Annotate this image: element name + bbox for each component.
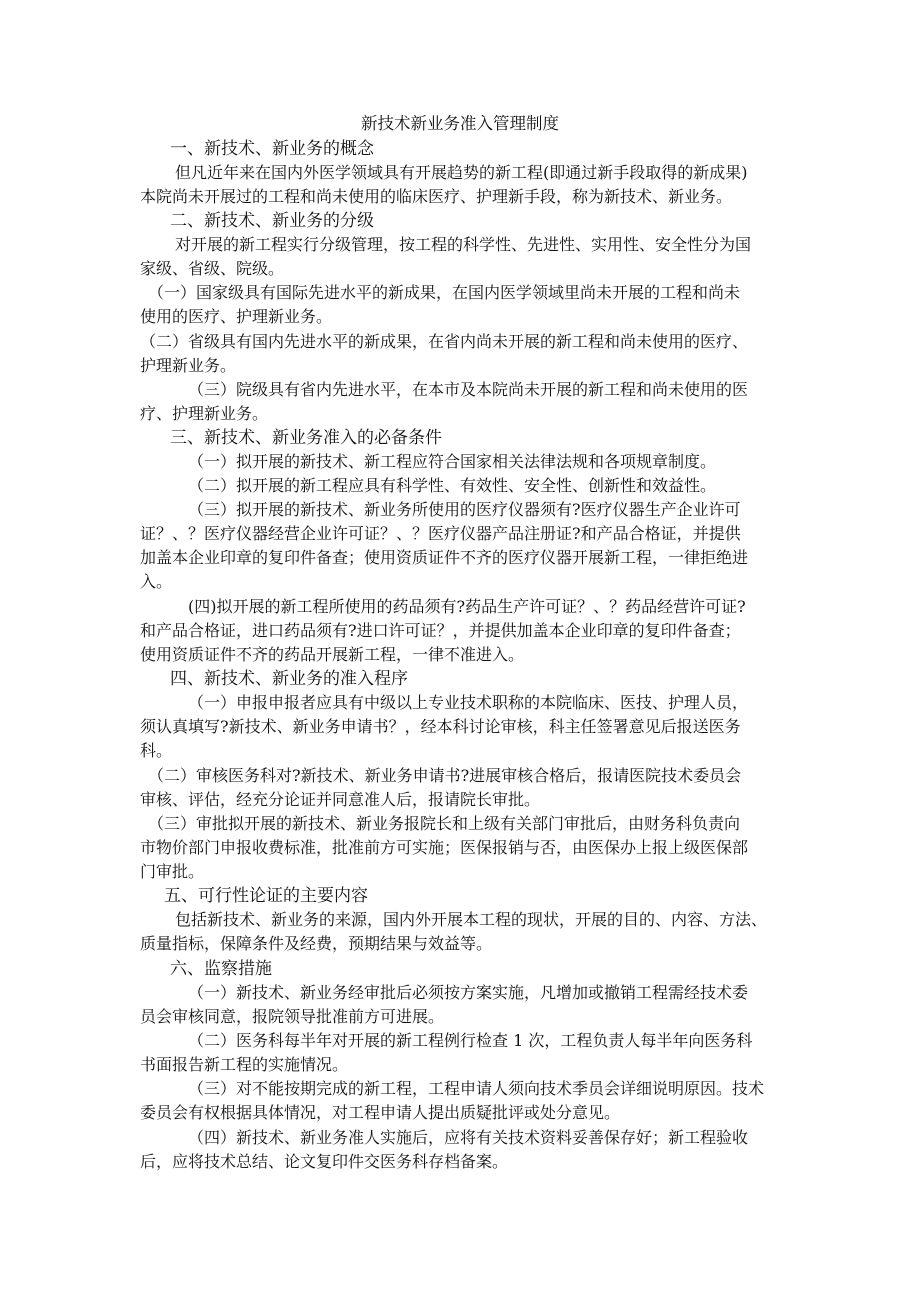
section-heading-6: 六、监察措施 [170,959,272,979]
paragraph-line: 包括新技术、新业务的来源，国内外开展本工程的现状，开展的目的、内容、方法、 [175,910,768,929]
paragraph-line: 但凡近年来在国内外医学领域具有开展趋势的新工程(即通过新手段取得的新成果) [175,163,748,182]
paragraph-line: （四）新技术、新业务准人实施后，应将有关技术资料妥善保存好；新工程验收 [188,1128,749,1147]
paragraph-line: 委员会有权根据具体情况，对工程申请人提出质疑批评或处分意见。 [140,1103,621,1122]
paragraph-line: 入。 [140,572,173,591]
paragraph-line: (四)拟开展的新工程所使用的药品须有?药品生产许可证？、？药品经营许可证? [188,597,746,616]
paragraph-line: （三）拟开展的新技术、新业务所使用的医疗仪器须有?医疗仪器生产企业许可 [188,500,741,519]
paragraph-line: 质量指标，保障条件及经费，预期结果与效益等。 [140,934,493,953]
paragraph-line: 使用资质证件不齐的药品开展新工程，一律不准进入。 [140,645,525,664]
paragraph-line: 使用的医疗、护理新业务。 [140,307,333,326]
paragraph-line: （一）国家级具有国际先进水平的新成果，在国内医学领域里尚未开展的工程和尚未 [148,283,741,302]
paragraph-line: （三）对不能按期完成的新工程，工程申请人须向技术季员会详细说明原因。技术 [188,1079,765,1098]
paragraph-line: 护理新业务。 [140,356,237,375]
paragraph-line: 家级、省级、院级。 [140,259,285,278]
paragraph-line: 须认真填写?新技术、新业务申请书？，经本科讨论审核，科主任签署意见后报送医务 [140,717,741,736]
paragraph-line: 审核、评估，经充分论证并同意准人后，报请院长审批。 [140,790,541,809]
paragraph-line: （三）院级具有省内先进水平，在本市及本院尚未开展的新工程和尚未使用的医 [188,380,749,399]
paragraph-line: （二）医务科每半年对开展的新工程例行检查 1 次，工程负责人每半年向医务科 [188,1031,753,1050]
paragraph-line: 加盖本企业印章的复印件备查；使用资质证件不齐的医疗仪器开展新工程，一律拒绝进 [140,548,749,567]
section-heading-4: 四、新技术、新业务的准入程序 [170,669,408,689]
paragraph-line: 疗、护理新业务。 [140,404,269,423]
paragraph-line: 科。 [140,741,173,760]
paragraph-line: 书面报告新工程的实施情况。 [140,1055,349,1074]
section-heading-2: 二、新技术、新业务的分级 [170,211,374,231]
paragraph-line: （一）申报申报者应具有中级以上专业技术职称的本院临床、医技、护理人员， [188,693,749,712]
paragraph-line: 门审批。 [140,862,205,881]
paragraph-line: 本院尚未开展过的工程和尚未使用的临床医疗、护理新手段，称为新技术、新业务。 [140,187,733,206]
paragraph-line: 和产品合格证，进口药品须有?进口许可证？，并提供加盖本企业印章的复印件备查； [140,621,741,640]
paragraph-line: 市物价部门申报收费标准，批准前方可实施；医保报销与否，由医保办上报上级医保部 [140,838,749,857]
section-heading-5: 五、可行性论证的主要内容 [164,886,368,906]
paragraph-line: （一）拟开展的新技术、新工程应符合国家相关法律法规和各项规章制度。 [188,452,717,471]
paragraph-line: （二）拟开展的新工程应具有科学性、有效性、安全性、创新性和效益性。 [188,476,717,495]
paragraph-line: （二）审核医务科对?新技术、新业务申请书?进展审核合格后，报请医院技术委员会 [148,766,742,785]
paragraph-line: 后，应将技术总结、论文复印件交医务科存档备案。 [140,1152,509,1171]
paragraph-line: （一）新技术、新业务经审批后必须按方案实施，凡增加或撤销工程需经技术委 [188,983,749,1002]
paragraph-line: 对开展的新工程实行分级管理，按工程的科学性、先进性、实用性、安全性分为国 [175,235,752,254]
paragraph-line: 员会审核同意，报院领导批准前方可进展。 [140,1007,445,1026]
paragraph-line: 证？、？医疗仪器经营企业许可证？、？医疗仪器产品注册证?和产品合格证，并提供 [140,524,741,543]
paragraph-line: （二）省级具有国内先进水平的新成果，在省内尚未开展的新工程和尚未使用的医疗、 [140,332,749,351]
section-heading-1: 一、新技术、新业务的概念 [170,139,374,159]
section-heading-3: 三、新技术、新业务准入的必备条件 [170,428,442,448]
document-title: 新技术新业务准入管理制度 [361,114,559,133]
paragraph-line: （三）审批拟开展的新技术、新业务报院长和上级有关部门审批后，由财务科负责向 [148,814,741,833]
